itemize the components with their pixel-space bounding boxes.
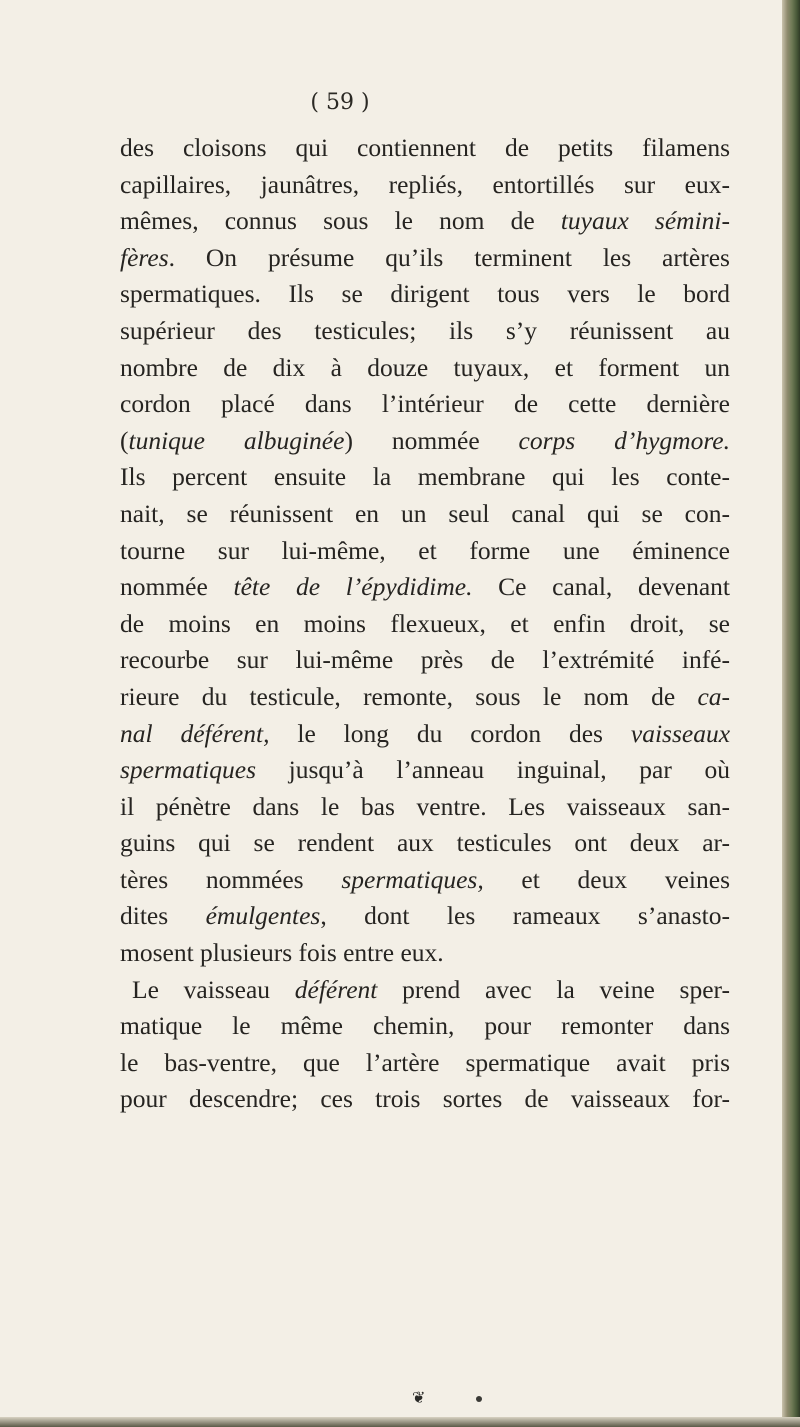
text-run: nombre de dix à douze tuyaux, et forment un	[120, 352, 730, 382]
text-line	[120, 679, 730, 716]
text-run: . On présume qu’ils terminent les artères	[168, 242, 730, 272]
text-run: le bas-ventre, que l’artère spermatique avait pris	[120, 1047, 730, 1077]
italic-term: tête de l’épydidime.	[233, 572, 473, 602]
footer-ornament: ❦	[412, 1388, 426, 1407]
italic-term: émulgentes	[205, 901, 321, 931]
italic-term: nal déférent,	[120, 718, 270, 748]
text-run: dites	[120, 901, 206, 931]
italic-term: spermatiques	[120, 755, 256, 785]
text-run: recourbe sur lui-même près de l’extrémité infé-	[120, 645, 730, 675]
text-line	[120, 167, 730, 204]
text-line	[120, 203, 730, 240]
text-run: de moins en moins flexueux, et enfin droit, se	[120, 608, 730, 638]
text-line	[120, 898, 730, 935]
italic-term: tuyaux sémini-	[560, 206, 731, 236]
text-run: supérieur des testicules; ils s’y réunissent au	[120, 315, 730, 345]
text-run: cordon placé dans l’intérieur de cette dernière	[120, 389, 730, 419]
italic-term: corps d’hygmore.	[518, 425, 731, 455]
text-run: guins qui se rendent aux testicules ont deux ar-	[120, 828, 730, 858]
text-run: jusqu’à l’anneau inguinal, par où	[256, 755, 730, 785]
text-line	[120, 459, 730, 496]
text-run: prend avec la veine sper-	[377, 974, 730, 1004]
text-run: rieure du testicule, remonte, sous le nom de	[120, 681, 698, 711]
text-line	[120, 1081, 730, 1118]
text-run: mosent plusieurs fois entre eux.	[120, 938, 444, 968]
text-line	[120, 935, 730, 972]
footer-dot	[476, 1396, 482, 1402]
text-run: , dont les rameaux s’anasto-	[320, 901, 730, 931]
text-run: matique le même chemin, pour remonter dans	[120, 1011, 730, 1041]
body-text	[120, 130, 730, 1118]
text-line	[120, 972, 730, 1009]
page-edge-bottom	[0, 1417, 800, 1427]
text-line	[120, 496, 730, 533]
text-line	[120, 752, 730, 789]
italic-term: tunique albuginée	[128, 425, 345, 455]
text-run: capillaires, jaunâtres, repliés, entortillés sur eux-	[120, 169, 730, 199]
page-edge-right	[782, 0, 800, 1427]
text-line	[120, 1045, 730, 1082]
text-run: spermatiques. Ils se dirigent tous vers le bord	[120, 279, 730, 309]
text-line	[120, 386, 730, 423]
text-line	[120, 350, 730, 387]
text-run: Ce canal, devenant	[472, 572, 730, 602]
text-run: des cloisons qui contiennent de petits filamens	[120, 133, 730, 162]
text-line	[120, 313, 730, 350]
text-run: et deux veines	[483, 864, 730, 894]
text-run: pour descendre; ces trois sortes de vaisseaux for-	[120, 1084, 730, 1114]
text-line	[120, 276, 730, 313]
italic-term: déférent	[294, 974, 378, 1004]
text-line	[120, 825, 730, 862]
italic-term: vaisseaux	[630, 718, 731, 748]
text-run: nommée	[120, 572, 234, 602]
text-line	[120, 642, 730, 679]
page-number: ( 59 )	[310, 90, 370, 115]
text-run: Ils percent ensuite la membrane qui les conte-	[120, 462, 730, 492]
italic-term: fères	[120, 242, 169, 272]
text-run: Le vaisseau	[132, 974, 295, 1004]
text-line	[120, 240, 730, 277]
italic-term: spermatiques,	[341, 864, 484, 894]
text-run: ) nommée	[344, 425, 519, 455]
text-line	[120, 789, 730, 826]
text-run: il pénètre dans le bas ventre. Les vaisseaux san-	[120, 791, 730, 821]
text-line	[120, 569, 730, 606]
text-line	[120, 423, 730, 460]
text-run: tourne sur lui-même, et forme une éminence	[120, 535, 730, 565]
text-run: le long du cordon des	[269, 718, 631, 748]
text-run: nait, se réunissent en un seul canal qui se con-	[120, 498, 730, 528]
italic-term: ca-	[697, 681, 730, 711]
text-line	[120, 130, 730, 167]
text-line	[120, 1008, 730, 1045]
text-line	[120, 606, 730, 643]
text-run: tères nommées	[120, 864, 342, 894]
text-run: mêmes, connus sous le nom de	[120, 206, 561, 236]
text-line	[120, 716, 730, 753]
text-run: (	[120, 425, 129, 455]
text-line	[120, 533, 730, 570]
text-line	[120, 862, 730, 899]
